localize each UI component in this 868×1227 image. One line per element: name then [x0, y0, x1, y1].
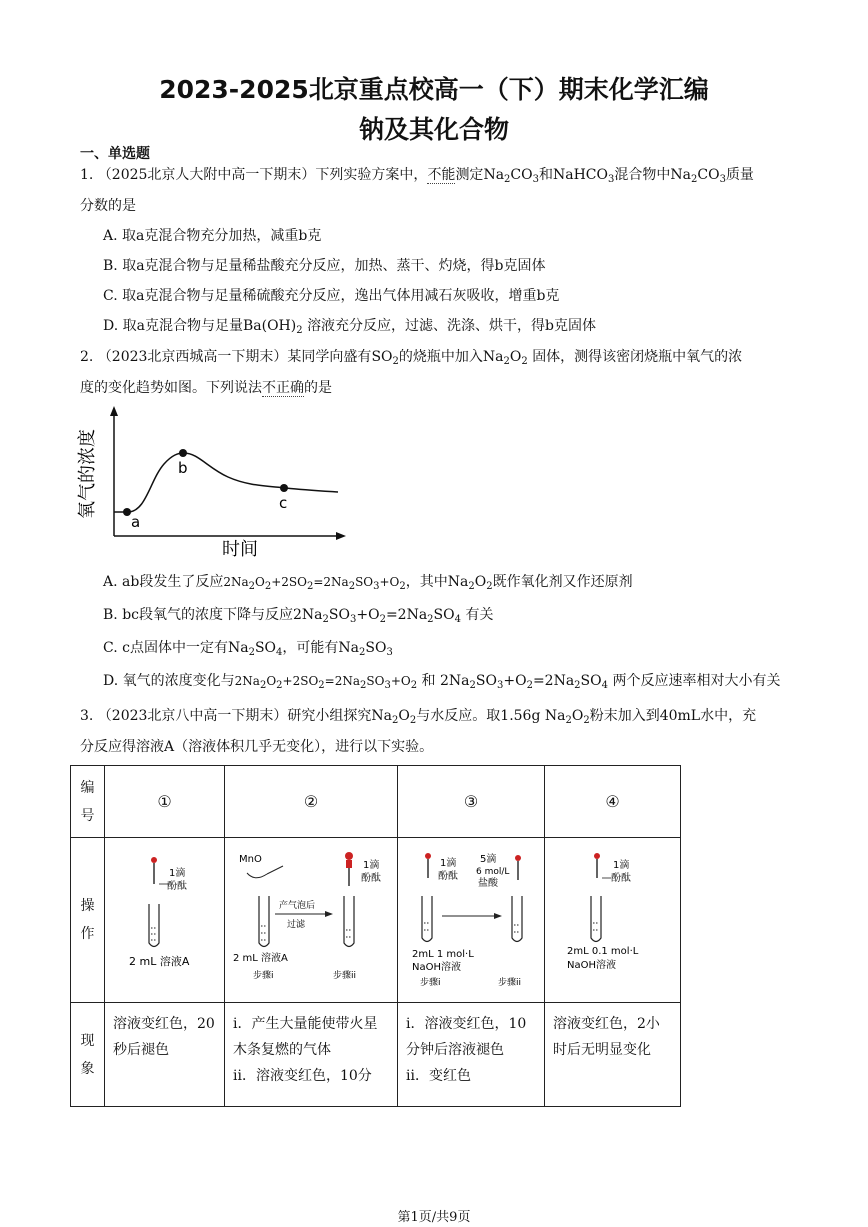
point-b [179, 449, 187, 457]
test-tube-icon [422, 896, 432, 942]
svg-text:MnO: MnO [239, 854, 262, 865]
table-header-label: 编号 [71, 766, 105, 838]
experiment-table [70, 765, 681, 1107]
q2-option-b[interactable]: B. bc段氧气的浓度下降与反应$2Na_2SO_3+O_2=2Na_2SO_4$ 有关 [103, 607, 494, 625]
row-label-operation: 操作 [71, 838, 105, 1003]
q1-option-a[interactable]: A. 取a克混合物充分加热，减重b克 [103, 228, 322, 244]
op-diagram-3 [398, 838, 544, 998]
test-tube-icon [591, 896, 601, 942]
obs-cell-3: ⅰ．溶液变红色，10分钟后溶液褪色 ⅱ．变红色 [398, 1003, 545, 1107]
svg-text:2 mL 溶液A: 2 mL 溶液A [233, 953, 288, 964]
svg-text:步骤ii: 步骤ii [498, 978, 522, 988]
q2-stem-line1: 2. （2023北京西城高一下期末）某同学向盛有$SO_2$的烧瓶中加入$Na_2O_2$ 固体，测得该密闭烧瓶中氧气的浓 [80, 349, 743, 367]
series-line [114, 453, 338, 512]
q2-option-a[interactable]: A. ab段发生了反应$2Na_2O_2+2SO_2=2Na_2SO_3+O_2$，其中$Na_2O_2$既作氧化剂又作还原剂 [103, 574, 633, 592]
q1-option-d[interactable]: D. 取a克混合物与足量$Ba(OH)_2$ 溶液充分反应，过滤、洗涤、烘干，得b克固体 [103, 318, 597, 336]
op-diagram-4 [545, 838, 680, 998]
svg-text:2mL 1 mol·L: 2mL 1 mol·L [412, 949, 474, 960]
svg-text:1滴: 1滴 [169, 868, 186, 879]
svg-text:5滴: 5滴 [480, 854, 497, 865]
op-cell-2 [225, 838, 398, 1003]
row-label-observation: 现象 [71, 1003, 105, 1107]
svg-text:产气泡后: 产气泡后 [279, 901, 316, 911]
page-footer: 第1页/共9页 [397, 1210, 471, 1225]
op-cell-4 [545, 838, 681, 1003]
dropper-bulb-icon [151, 857, 157, 863]
col-header-1: ① [105, 766, 225, 838]
svg-text:酚酞: 酚酞 [167, 881, 187, 892]
svg-text:1滴: 1滴 [613, 860, 630, 871]
q1-option-b[interactable]: B. 取a克混合物与足量稀盐酸充分反应，加热、蒸干、灼烧，得b克固体 [103, 258, 546, 274]
obs-cell-2: ⅰ．产生大量能使带火星木条复燃的气体 ⅱ．溶液变红色，10分 [225, 1003, 398, 1107]
svg-text:2mL 0.1 mol·L: 2mL 0.1 mol·L [567, 946, 639, 957]
dropper-bulb-icon [594, 853, 600, 859]
op-cell-1 [105, 838, 225, 1003]
test-tube-icon [512, 896, 522, 942]
svg-text:NaOH溶液: NaOH溶液 [412, 962, 461, 973]
obs-cell-4: 溶液变红色，2小时后无明显变化 [545, 1003, 681, 1107]
q2-option-d[interactable]: D. 氧气的浓度变化与$2Na_2O_2+2SO_2=2Na_2SO_3+O_2$ 和 $2Na_2SO_3+O_2=2Na_2SO_4$ 两个反应速率相对大小有关 [103, 673, 781, 691]
test-tube-icon [259, 896, 269, 947]
x-axis-label: 时间 [222, 539, 258, 560]
x-axis-arrow [336, 532, 346, 540]
dropper-bulb-icon [425, 853, 431, 859]
q1-option-c[interactable]: C. 取a克混合物与足量稀硫酸充分反应，逸出气体用减石灰吸收，增重b克 [103, 288, 560, 304]
svg-text:盐酸: 盐酸 [478, 878, 498, 889]
point-label-a: a [131, 513, 141, 531]
svg-text:酚酞: 酚酞 [611, 873, 631, 884]
q1-stem-line1: 1. （2025北京人大附中高一下期末）下列实验方案中，不能测定$Na_2CO_3$和NaHCO$_3$混合物中$Na_2CO_3$质量 [80, 167, 754, 185]
oxygen-concentration-chart [68, 402, 358, 564]
op-cell-3 [398, 838, 545, 1003]
col-header-2: ② [225, 766, 398, 838]
svg-text:过滤: 过滤 [287, 920, 306, 930]
col-header-3: ③ [398, 766, 545, 838]
col-header-4: ④ [545, 766, 681, 838]
svg-text:NaOH溶液: NaOH溶液 [567, 960, 616, 971]
q2-stem-line2: 度的变化趋势如图。下列说法不正确的是 [80, 380, 332, 396]
obs-cell-1: 溶液变红色，20秒后褪色 [105, 1003, 225, 1107]
svg-text:步骤ii: 步骤ii [333, 971, 357, 981]
svg-text:酚酞: 酚酞 [438, 871, 458, 882]
op-diagram-1 [105, 838, 224, 998]
section-heading: 一、单选题 [80, 146, 150, 162]
q1-stem-line2: 分数的是 [80, 198, 136, 214]
y-axis-label: 氧气的浓度 [77, 429, 98, 519]
dropper-bulb-icon [515, 855, 521, 861]
spatula-icon [247, 873, 267, 878]
svg-text:1滴: 1滴 [440, 858, 457, 869]
dropper-bulb-icon [345, 852, 353, 860]
point-c [280, 484, 288, 492]
svg-text:6 mol/L: 6 mol/L [476, 867, 510, 877]
svg-text:步骤i: 步骤i [253, 971, 274, 981]
test-tube-icon [344, 896, 354, 947]
q3-stem-line2: 分反应得溶液A（溶液体积几乎无变化），进行以下实验。 [80, 739, 434, 755]
y-axis-arrow [110, 406, 118, 416]
svg-text:步骤i: 步骤i [420, 978, 441, 988]
svg-text:2 mL 溶液A: 2 mL 溶液A [129, 955, 190, 968]
q3-stem-line1: 3. （2023北京八中高一下期末）研究小组探究$Na_2O_2$与水反应。取1.56g $Na_2O_2$粉末加入到40mL水中，充 [80, 708, 757, 726]
point-label-c: c [279, 494, 288, 512]
op-diagram-2 [225, 838, 397, 998]
doc-title: 2023-2025北京重点校高一（下）期末化学汇编 [159, 75, 709, 104]
q2-option-c[interactable]: C. c点固体中一定有$Na_2SO_4$，可能有$Na_2SO_3$ [103, 640, 393, 658]
svg-text:1滴: 1滴 [363, 860, 380, 871]
point-a [123, 508, 131, 516]
svg-text:酚酞: 酚酞 [361, 873, 381, 884]
doc-subtitle: 钠及其化合物 [358, 115, 509, 144]
point-label-b: b [178, 459, 188, 477]
